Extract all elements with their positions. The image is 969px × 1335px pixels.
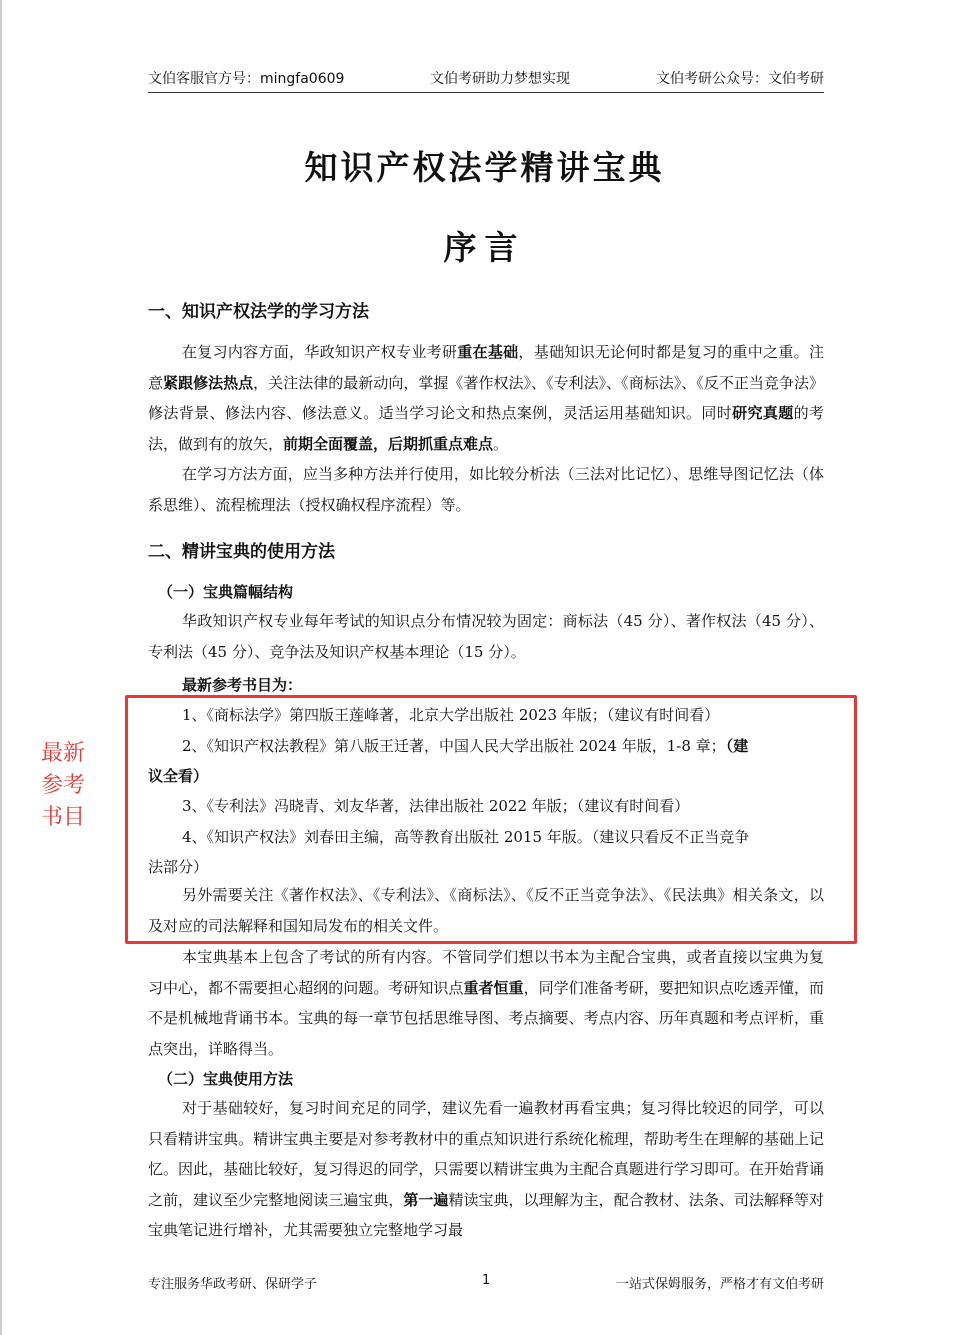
header-right-text: 文伯考研公众号：文伯考研	[656, 71, 824, 87]
section-2-paragraph-3: 对于基础较好，复习时间充足的同学，建议先看一遍教材再看宝典；复习得比较迟的同学，可以只看精讲宝典。精讲宝典主要是对参考教材中的重点知识进行系统化梳理，帮助考生在理解的基础上记忆。因此，基础比较好，复习得迟的同学，只需要以精讲宝典为主配合真题进行学习即可。在开始背诵之前，建议至少完整地阅读三遍宝典，第一遍精读宝典，以理解为主，配合教材、法条、司法解释等对宝典笔记进行增补，尤其需要独立完整地学习最	[148, 1099, 824, 1239]
footer-left-text: 专注服务华政考研、保研学子	[148, 1277, 318, 1292]
document-title: 知识产权法学精讲宝典	[304, 148, 665, 187]
section-1-paragraph-1: 在复习内容方面，华政知识产权专业考研重在基础，基础知识无论何时都是复习的重中之重。注意紧跟修法热点，关注法律的最新动向，掌握《著作权法》、《专利法》、《商标法》、《反不正当竞争法》修法背景、修法内容、修法意义。适当学习论文和热点案例，灵活运用基础知识。同时研究真题的考法，做到有的放矢，前期全面覆盖，后期抓重点难点。	[148, 343, 824, 453]
footer-right-text: 一站式保姆服务，严格才有文伯考研	[615, 1277, 824, 1292]
reference-1: 1、《商标法学》第四版王莲峰著，北京大学出版社 2023 年版；（建议有时间看）	[182, 706, 720, 724]
subsection-2-heading: （二）宝典使用方法	[158, 1070, 294, 1088]
page-edge	[0, 0, 2, 1335]
section-1-heading: 一、知识产权法学的学习方法	[148, 302, 369, 322]
references-heading: 最新参考书目为：	[182, 676, 303, 694]
header-center-text: 文伯考研助力梦想实现	[430, 71, 570, 87]
section-2-paragraph-2: 本宝典基本上包含了考试的所有内容。不管同学们想以书本为主配合宝典，或者直接以宝典为复习中心，都不需要担心超纲的问题。考研知识点重者恒重，同学们准备考研，要把知识点吃透弄懂，而不是机械地背诵书本。宝典的每一章节包括思维导图、考点摘要、考点内容、历年真题和考点评析，重点突出，详略得当。	[148, 948, 824, 1058]
document-subtitle: 序言	[443, 228, 526, 267]
reference-3: 3、《专利法》冯晓青、刘友华著，法律出版社 2022 年版；（建议有时间看）	[182, 797, 690, 815]
reference-4: 4、《知识产权法》刘春田主编，高等教育出版社 2015 年版。（建议只看反不正当竞争	[182, 828, 750, 846]
reference-2: 2、《知识产权法教程》第八版王迁著，中国人民大学出版社 2024 年版，1-8 章；（建	[182, 737, 749, 755]
subsection-1-heading: （一）宝典篇幅结构	[158, 583, 294, 601]
header-left-text: 文伯客服官方号：mingfa0609	[148, 71, 345, 87]
page-number: 1	[482, 1273, 491, 1288]
annotation-side-label: 最新参考书目	[40, 741, 85, 830]
page-header	[148, 66, 824, 93]
reference-4-continued: 法部分）	[148, 858, 209, 876]
reference-2-continued: 议全看）	[148, 767, 209, 785]
section-1-paragraph-2: 在学习方法方面，应当多种方法并行使用，如比较分析法（三法对比记忆）、思维导图记忆法（体系思维）、流程梳理法（授权确权程序流程）等。	[148, 465, 824, 514]
section-2-heading: 二、精讲宝典的使用方法	[148, 542, 335, 562]
section-2-paragraph-1: 华政知识产权专业每年考试的知识点分布情况较为固定：商标法（45 分）、著作权法（45 分）、专利法（45 分）、竞争法及知识产权基本理论（15 分）。	[148, 612, 824, 661]
references-extra-note: 另外需要关注《著作权法》、《专利法》、《商标法》、《反不正当竞争法》、《民法典》相关条文，以及对应的司法解释和国知局发布的相关文件。	[148, 886, 824, 935]
annotation-highlight-box	[125, 695, 857, 944]
